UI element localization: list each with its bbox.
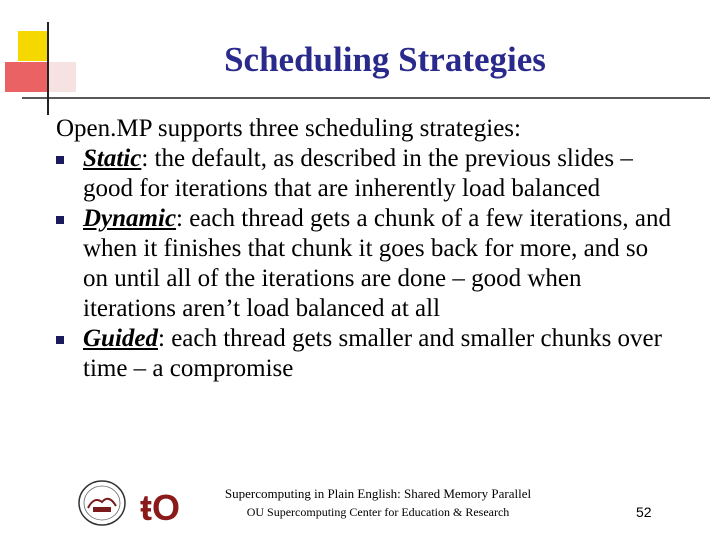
term-static: Static [83, 145, 142, 172]
slide-body [56, 114, 676, 384]
list-item-guided [56, 324, 676, 384]
deco-light-square [48, 62, 76, 92]
square-bullet-icon [56, 156, 64, 164]
bullet-text-static: : the default, as described in the previous slides – good for iterations that are inherently load balanced [83, 145, 633, 202]
term-guided: Guided [83, 325, 158, 352]
page-number: 52 [636, 504, 652, 520]
square-bullet-icon [56, 336, 64, 344]
ou-seal-logo-icon [76, 478, 204, 528]
deco-red-square [5, 62, 48, 92]
bullet-text-dynamic: : each thread gets a chunk of a few iterations, and when it finishes that chunk it goes back for more, and so on until all of the iterations are done – good when iterations aren’t load balanced at all [83, 205, 671, 322]
square-bullet-icon [56, 216, 64, 224]
footer-course-title: Supercomputing in Plain English: Shared Memory Parallel [224, 486, 532, 501]
list-item-static [56, 144, 676, 204]
intro-text: Open.MP supports three scheduling strategies: [56, 115, 521, 142]
list-item-dynamic [56, 204, 676, 324]
term-dynamic: Dynamic [83, 205, 177, 232]
bullet-text-guided: : each thread gets smaller and smaller chunks over time – a compromise [83, 325, 662, 382]
slide-title: Scheduling Strategies [224, 40, 546, 79]
footer-organization: OU Supercomputing Center for Education & Research [246, 505, 510, 519]
logo-text: ŧO [140, 487, 180, 528]
deco-yellow-square [18, 31, 48, 61]
bullet-list [56, 144, 676, 384]
